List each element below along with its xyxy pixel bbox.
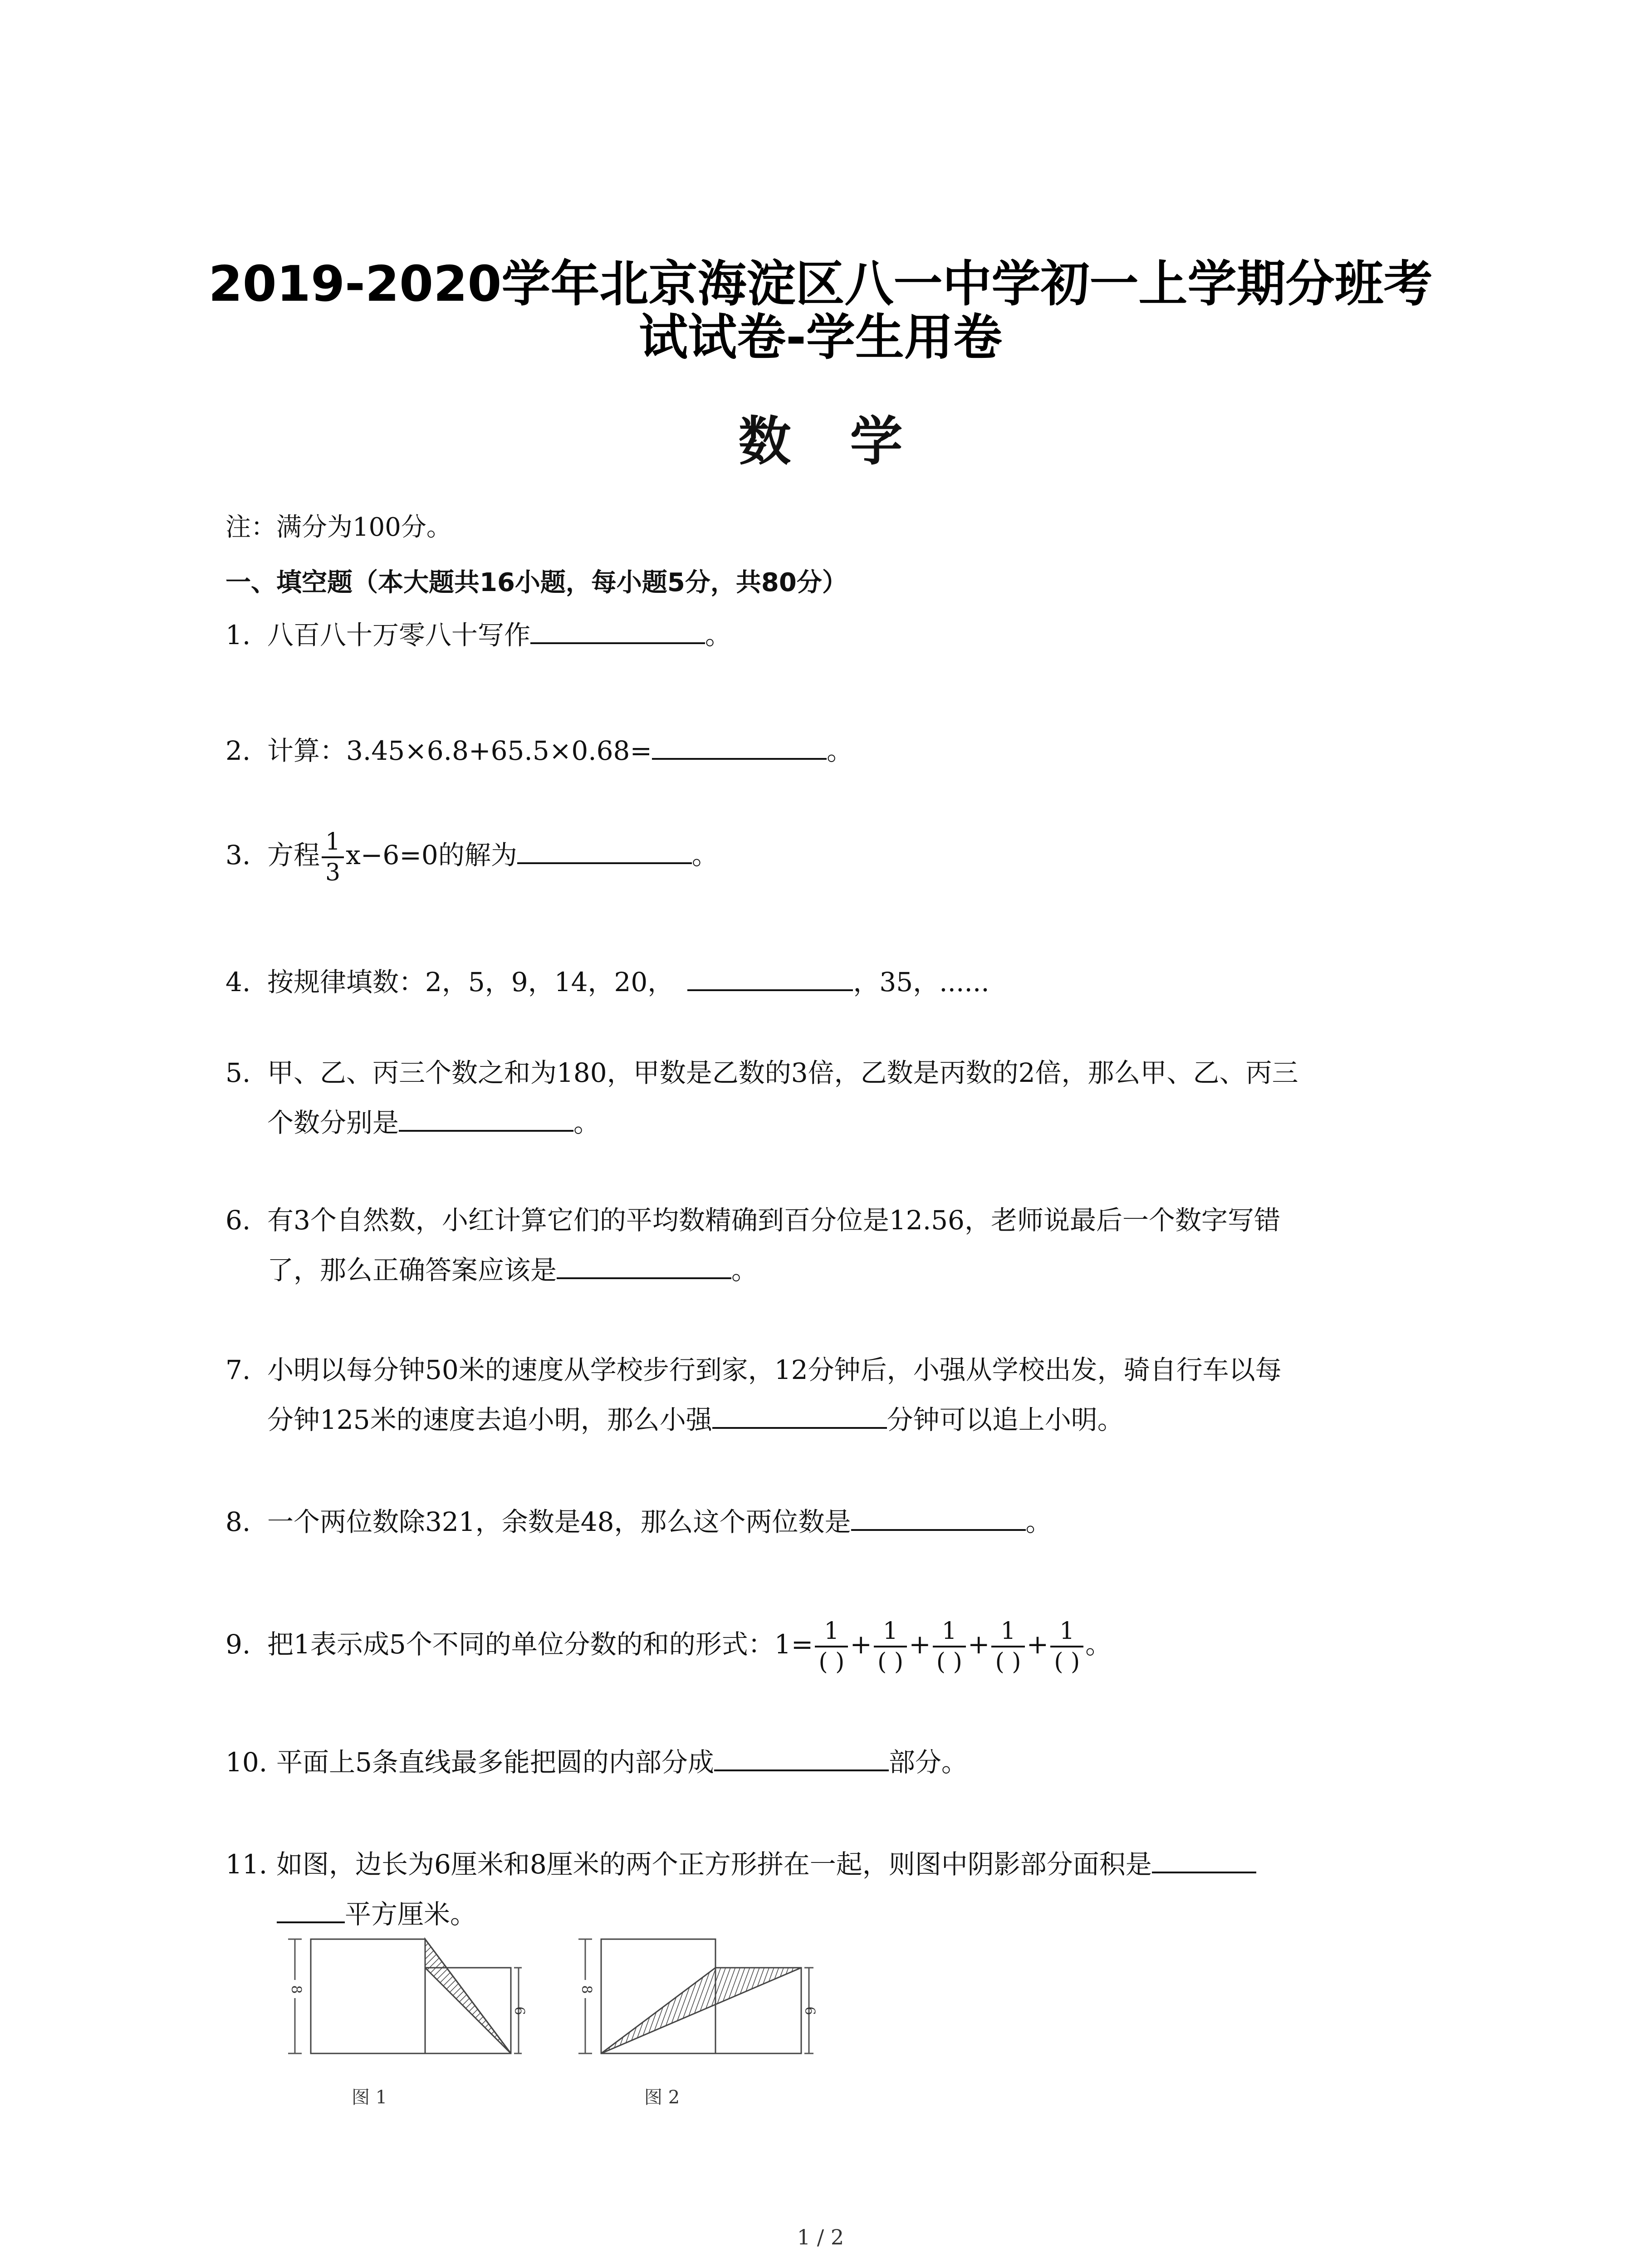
question-7: [225, 1345, 1282, 1395]
question-7-line2: [267, 1395, 1124, 1445]
dimension-label-6: 6: [802, 2006, 818, 2015]
question-text-line1: 小明以每分钟50米的速度从学校步行到家，12分钟后，小强从学校出发，骑自行车以每: [267, 1354, 1282, 1385]
question-end: ，35，......: [853, 967, 989, 997]
question-text-line1: 如图，边长为6厘米和8厘米的两个正方形拼在一起，则图中阴影部分面积是: [276, 1849, 1152, 1880]
fraction-denominator-blank[interactable]: ( ): [995, 1648, 1021, 1676]
exam-title-line1: 2019-2020学年北京海淀区八一中学初一上学期分班考: [208, 256, 1433, 313]
question-end: 。: [573, 1107, 600, 1138]
question-2: [225, 726, 853, 776]
fraction-numerator: 1: [1050, 1617, 1083, 1647]
question-9: [225, 1615, 1112, 1677]
answer-blank[interactable]: [530, 613, 705, 644]
question-10: [225, 1737, 968, 1787]
question-11: [225, 1839, 1256, 1889]
question-5: [225, 1048, 1298, 1098]
question-text-line1: 有3个自然数，小红计算它们的平均数精确到百分位是12.56，老师说最后一个数字写错: [267, 1205, 1280, 1236]
question-text: 八百八十万零八十写作: [267, 620, 531, 650]
question-text-line1: 甲、乙、丙三个数之和为180，甲数是乙数的3倍，乙数是丙数的2倍，那么甲、乙、丙三: [267, 1057, 1298, 1088]
fraction-numerator: 1: [991, 1617, 1024, 1647]
question-number: 5.: [225, 1057, 251, 1088]
answer-blank[interactable]: [652, 729, 827, 760]
question-end: 分钟可以追上小明。: [887, 1404, 1124, 1435]
answer-blank[interactable]: [687, 960, 853, 991]
question-1: [225, 610, 731, 660]
question-end: 。: [827, 735, 853, 766]
question-number: 4.: [225, 967, 251, 997]
figure-1-caption: 图 1: [352, 2087, 387, 2108]
question-end: 。: [1025, 1506, 1052, 1537]
question-number: 7.: [225, 1354, 251, 1385]
shaded-triangle: [601, 1968, 801, 2053]
question-text-line2: 分钟125米的速度去追小明，那么小强: [267, 1404, 712, 1435]
plus-sign: +: [1026, 1629, 1049, 1660]
fraction-numerator: 1: [933, 1617, 966, 1647]
question-6-line2: [267, 1245, 758, 1295]
question-number: 8.: [225, 1506, 251, 1537]
question-text-pre: 方程: [267, 840, 320, 870]
question-end: 。: [1085, 1629, 1112, 1660]
question-text: 一个两位数除321，余数是48，那么这个两位数是: [267, 1506, 851, 1537]
dimension-label-6: 6: [511, 2006, 527, 2015]
answer-blank-part2[interactable]: [277, 1892, 345, 1923]
big-square: [311, 1939, 425, 2053]
fraction-numerator: 1: [815, 1617, 848, 1647]
unit-fraction-2: [874, 1617, 907, 1677]
figure-2: [560, 1930, 818, 2080]
fraction-numerator: 1: [874, 1617, 907, 1647]
answer-blank[interactable]: [712, 1398, 887, 1429]
question-number: 11.: [225, 1849, 268, 1880]
question-number: 6.: [225, 1205, 251, 1236]
question-8: [225, 1497, 1052, 1547]
answer-blank[interactable]: [851, 1500, 1026, 1531]
question-end: 。: [705, 620, 732, 650]
fraction-denominator-blank[interactable]: ( ): [818, 1648, 845, 1676]
fraction-numerator: 1: [322, 827, 344, 858]
unit-fraction-4: [991, 1617, 1024, 1677]
question-text: 按规律填数：2，5，9，14，20，: [267, 967, 674, 997]
section-heading: 一、填空题（本大题共16小题，每小题5分，共80分）: [225, 568, 847, 597]
answer-blank-part1[interactable]: [1152, 1843, 1256, 1873]
question-end: 。: [691, 840, 718, 870]
question-end: 。: [731, 1255, 758, 1286]
score-note: 注：满分为100分。: [225, 513, 452, 542]
question-3: [225, 826, 718, 887]
answer-blank[interactable]: [714, 1740, 889, 1771]
figure-1: [268, 1930, 527, 2080]
question-end: 平方厘米。: [345, 1899, 477, 1930]
answer-blank[interactable]: [557, 1248, 731, 1279]
dimension-label-8: 8: [578, 1985, 594, 1994]
question-text-post: x−6=0的解为: [346, 840, 517, 870]
question-end: 部分。: [888, 1747, 968, 1778]
question-number: 9.: [225, 1629, 251, 1660]
plus-sign: +: [909, 1629, 931, 1660]
question-text: 平面上5条直线最多能把圆的内部分成: [276, 1747, 714, 1778]
question-text: 把1表示成5个不同的单位分数的和的形式：1=: [267, 1629, 813, 1660]
answer-blank[interactable]: [399, 1101, 573, 1132]
question-text-line2: 了，那么正确答案应该是: [267, 1255, 557, 1286]
subject-heading: 数学: [738, 411, 962, 472]
fraction-denominator: 3: [325, 859, 341, 886]
plus-sign: +: [967, 1629, 990, 1660]
fraction-one-third: [322, 827, 344, 887]
exam-title-line2: 试试卷-学生用卷: [639, 309, 1002, 366]
fraction-denominator-blank[interactable]: ( ): [936, 1648, 962, 1676]
unit-fraction-5: [1050, 1617, 1083, 1677]
fraction-denominator-blank[interactable]: ( ): [1054, 1648, 1080, 1676]
question-text-line2: 个数分别是: [267, 1107, 399, 1138]
question-6: [225, 1195, 1280, 1245]
answer-blank[interactable]: [517, 833, 692, 864]
page-number: 1 / 2: [797, 2225, 844, 2249]
unit-fraction-1: [815, 1617, 848, 1677]
dimension-label-8: 8: [288, 1985, 304, 1994]
question-text: 计算：3.45×6.8+65.5×0.68=: [267, 735, 652, 766]
unit-fraction-3: [933, 1617, 966, 1677]
question-number: 10.: [225, 1747, 268, 1778]
figure-2-caption: 图 2: [644, 2087, 680, 2108]
question-4: [225, 957, 989, 1007]
plus-sign: +: [850, 1629, 872, 1660]
question-number: 3.: [225, 840, 251, 870]
fraction-denominator-blank[interactable]: ( ): [877, 1648, 904, 1676]
question-number: 1.: [225, 620, 251, 650]
question-5-line2: [267, 1098, 600, 1148]
question-number: 2.: [225, 735, 251, 766]
